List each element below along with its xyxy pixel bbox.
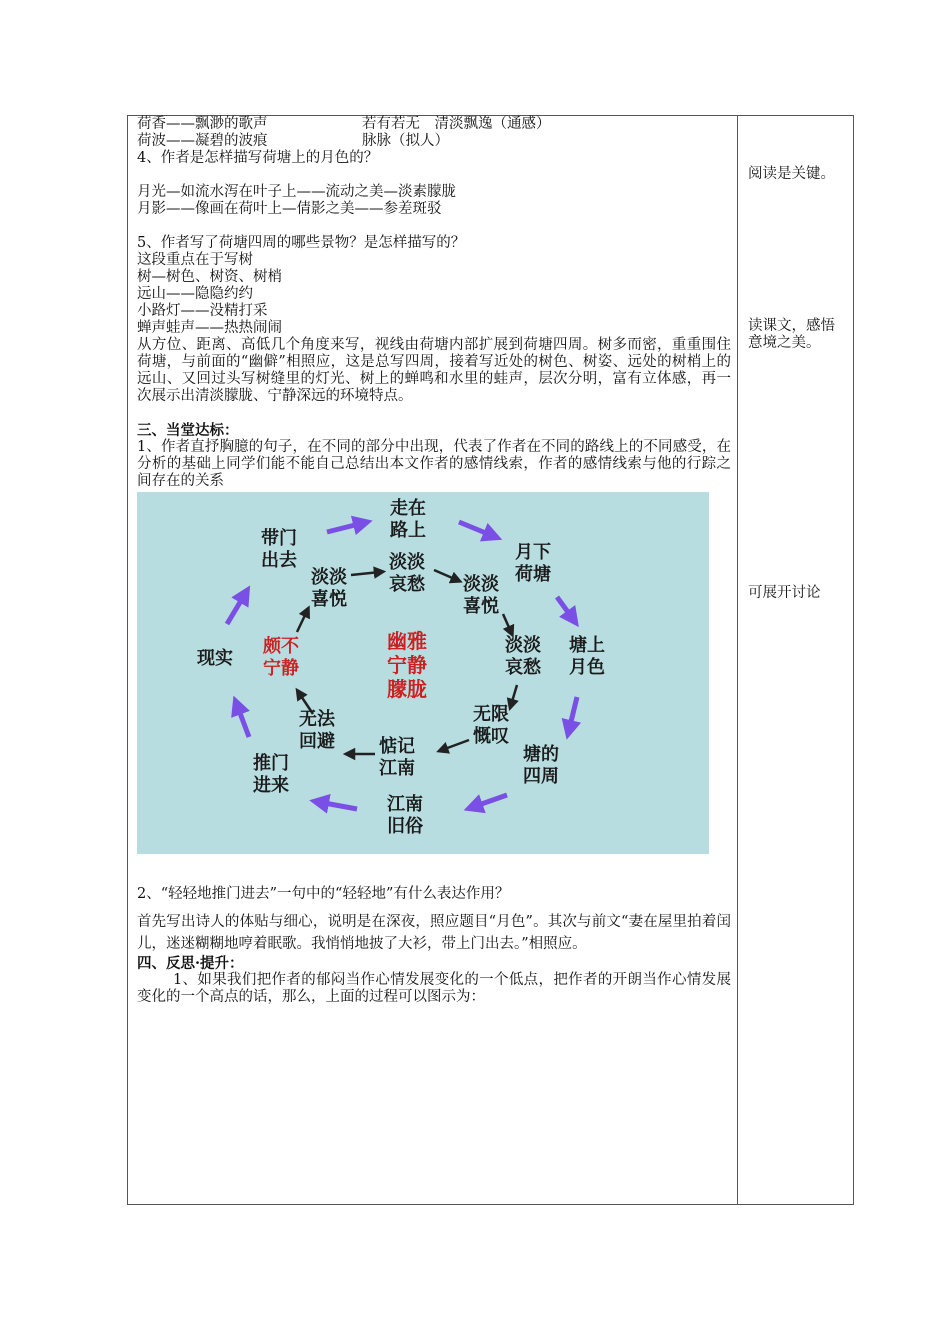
- question-5: 5、作者写了荷塘四周的哪些景物？是怎样描写的？: [137, 235, 466, 251]
- moonshadow-line: 月影——像画在荷叶上—倩影之美——参差斑驳: [137, 201, 442, 217]
- question-4: 4、作者是怎样描写荷塘上的月色的？: [137, 150, 379, 166]
- column-divider: [737, 115, 738, 1205]
- pair-left: 荷香——飘渺的歌声: [137, 116, 268, 132]
- outer-arrow: [459, 522, 493, 536]
- list-item: 小路灯——没精打采: [137, 303, 268, 319]
- moonlight-line: 月光—如流水泻在叶子上——流动之美—淡素朦胧: [137, 184, 456, 200]
- node-wuxian: 无限 慨叹: [473, 704, 509, 747]
- node-danai-top: 淡淡 哀愁: [389, 552, 425, 595]
- wave-line: [137, 133, 731, 150]
- node-danai-right: 淡淡 哀愁: [505, 635, 541, 678]
- node-danxi-right: 淡淡 喜悦: [463, 574, 499, 617]
- pair-right: 脉脉（拟人）: [362, 133, 449, 149]
- node-guji: 惦记 江南: [379, 736, 415, 779]
- section-4-question-1: 1、如果我们把作者的郁闷当作心情发展变化的一个低点，把作者的开朗当作心情发展变化的一个高点的话，那么，上面的过程可以图示为：: [137, 972, 731, 1005]
- node-wufa: 无法 回避: [299, 709, 335, 752]
- outer-arrow: [557, 597, 573, 619]
- side-note-1: 阅读是关键。: [748, 166, 835, 182]
- list-item: 树—树色、树资、树梢: [137, 269, 282, 285]
- section-3-answer-2: 首先写出诗人的体贴与细心，说明是在深夜，照应题目“月色”。其次与前文“妻在屋里拍着闰儿，迷迷糊糊地哼着眠歌。我悄悄地披了大衫，带上门出去。”相照应。: [137, 914, 731, 952]
- outer-arrow: [569, 697, 577, 730]
- list-item: 这段重点在于写树: [137, 252, 253, 268]
- section-3-heading: 三、当堂达标：: [137, 422, 239, 439]
- fragrance-line: [137, 116, 731, 133]
- analysis-paragraph: 从方位、距离、高低几个角度来写，视线由荷塘内部扩展到荷塘四周。树多而密，重重围住荷塘，与前面的“幽僻”相照应，这是总写四周，接着写近处的树色、树姿、远处的树梢上的远山、又回过头写树缝里的灯光、树上的蝉鸣和水里的蛙声，层次分明，富有立体感，再一次展示出清淡朦胧、宁静深远的环境特点。: [137, 337, 731, 404]
- node-xianshi: 现实: [197, 648, 233, 669]
- node-pobu: 颇不 宁静: [263, 636, 299, 679]
- emotion-cycle-diagram: [137, 492, 709, 854]
- list-item: 远山——隐隐约约: [137, 286, 253, 302]
- section-3-question-2: 2、“轻轻地推门进去”一句中的“轻轻地”有什么表达作用？: [137, 886, 510, 902]
- outer-arrow: [319, 802, 357, 809]
- pair-left: 荷波——凝碧的波痕: [137, 133, 268, 149]
- side-note-3: 可展开讨论: [748, 585, 821, 601]
- side-note-2: 读课文，感悟意境之美。: [748, 318, 835, 351]
- outer-arrow: [327, 523, 363, 532]
- node-tuimen: 推门 进来: [253, 753, 289, 796]
- section-4-heading: 四、反思·提升：: [137, 955, 244, 972]
- outer-arrow: [237, 705, 249, 737]
- node-tangshang: 塘上 月色: [569, 635, 605, 678]
- node-zouzai: 走在 路上: [390, 498, 426, 541]
- diagram-center-label: 幽雅 宁静 朦胧: [387, 629, 427, 701]
- node-danxi-left: 淡淡 喜悦: [311, 567, 347, 610]
- section-3-question-1: 1、作者直抒胸臆的句子，在不同的部分中出现，代表了作者在不同的路线上的不同感受，在分析的基础上同学们能不能自己总结出本文作者的感情线索，作者的感情线索与他的行踪之间存在的关系: [137, 439, 731, 489]
- node-jiangnan: 江南 旧俗: [387, 794, 423, 837]
- inner-arrow: [511, 685, 517, 705]
- node-daimen: 带门 出去: [261, 528, 297, 571]
- list-item: 蝉声蛙声——热热闹闹: [137, 320, 282, 336]
- outer-arrow: [473, 795, 507, 807]
- node-tangde: 塘的 四周: [523, 744, 559, 787]
- inner-arrow: [297, 611, 307, 632]
- outer-arrow: [227, 594, 245, 624]
- pair-right: 若有若无 清淡飘逸（通感）: [362, 116, 551, 132]
- main-column: [137, 116, 731, 1006]
- node-yuexia: 月下 荷塘: [515, 542, 551, 585]
